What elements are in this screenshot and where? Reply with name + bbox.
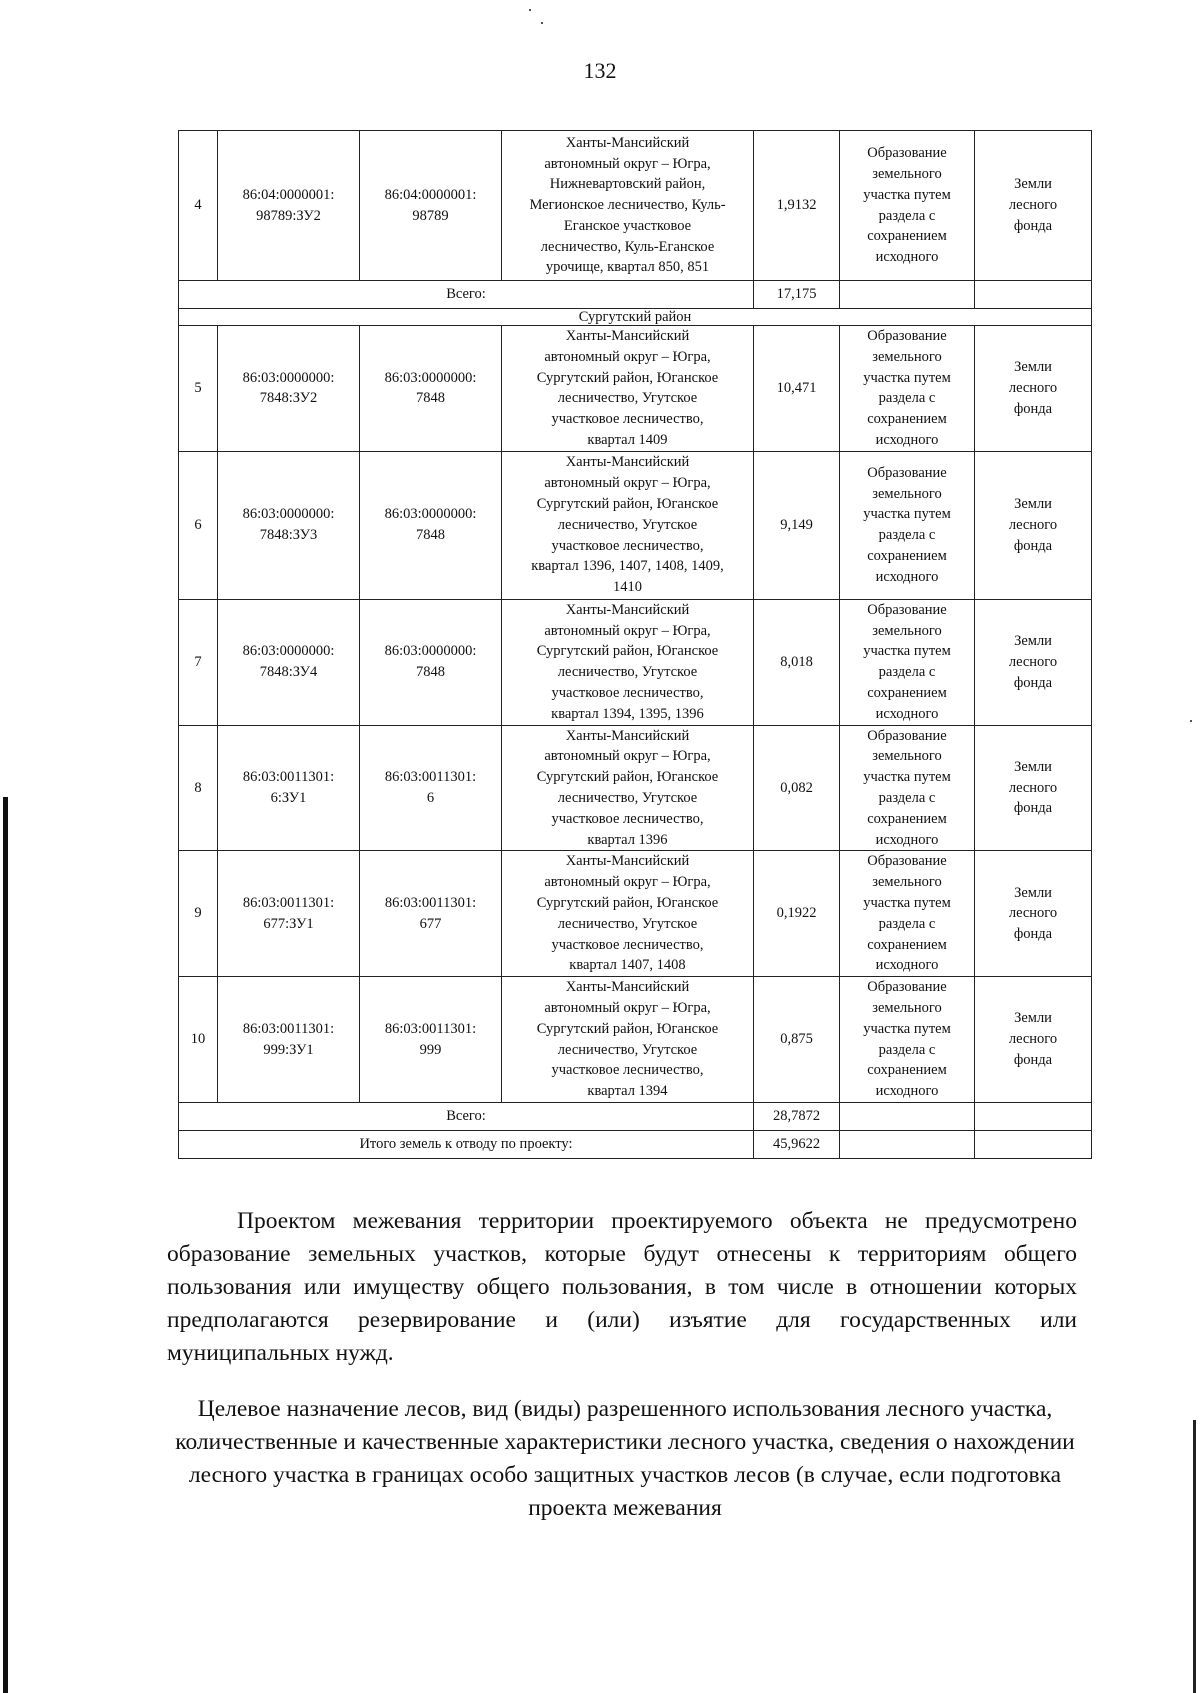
cadastral-source-cell bbox=[360, 977, 502, 1103]
subtotal-row bbox=[179, 281, 1092, 309]
location-cell bbox=[502, 451, 754, 599]
cadastral-new-cell bbox=[218, 725, 360, 851]
empty-cell bbox=[975, 281, 1092, 309]
empty-cell bbox=[840, 1130, 975, 1158]
row-number-cell bbox=[179, 326, 218, 452]
location-cell bbox=[502, 977, 754, 1103]
formation-method-text: Образование земельного участка путем раздела с сохранением исходного bbox=[863, 601, 951, 722]
land-category-cell bbox=[975, 851, 1092, 977]
row-number-cell bbox=[179, 451, 218, 599]
total-area: 28,7872 bbox=[754, 1102, 840, 1130]
area-text: 0,1922 bbox=[776, 905, 817, 922]
cadastral-source-cell bbox=[360, 725, 502, 851]
cadastral-new-text: 86:03:0011301: 999:ЗУ1 bbox=[242, 1020, 335, 1058]
land-category-text: Земли лесного фонда bbox=[1008, 176, 1058, 234]
empty-cell bbox=[840, 1102, 975, 1130]
paragraph-1 bbox=[167, 1205, 1077, 1370]
section-row bbox=[179, 309, 1092, 326]
cadastral-new-text: 86:03:0000000: 7848:ЗУ2 bbox=[242, 369, 335, 407]
location-text: Ханты-Мансийский автономный округ – Югра, Сургутский район, Юганское лесничество, Угутское участковое лесничество, квартал 1407, 1408 bbox=[536, 853, 719, 974]
total-area: 17,175 bbox=[754, 281, 840, 309]
formation-method-cell bbox=[840, 326, 975, 452]
location-cell bbox=[502, 131, 754, 281]
table-row bbox=[179, 725, 1092, 851]
formation-method-cell bbox=[840, 451, 975, 599]
area-cell bbox=[754, 725, 840, 851]
total-label: Всего: bbox=[179, 1102, 754, 1130]
paragraph-2: Целевое назначение лесов, вид (виды) разрешенного использования лесного участка, количественные и качественные характеристики лесного участка, сведения о нахождении лесного участка в границах особо защитных участков лесов (в случае, если подготовка проекта межевания bbox=[175, 1396, 1075, 1521]
land-category-text: Земли лесного фонда bbox=[1008, 1010, 1058, 1068]
area-cell bbox=[754, 326, 840, 452]
area-text: 10,471 bbox=[776, 379, 817, 396]
table-row bbox=[179, 977, 1092, 1103]
cadastral-new-cell bbox=[218, 131, 360, 281]
table-row bbox=[179, 451, 1092, 599]
row-number-cell bbox=[179, 851, 218, 977]
formation-method-cell bbox=[840, 851, 975, 977]
area-cell bbox=[754, 131, 840, 281]
cadastral-new-text: 86:04:0000001: 98789:ЗУ2 bbox=[242, 186, 335, 224]
page-number: 132 bbox=[583, 58, 617, 83]
area-text: 0,082 bbox=[780, 779, 813, 796]
land-category-cell bbox=[975, 977, 1092, 1103]
land-category-cell bbox=[975, 326, 1092, 452]
empty-cell bbox=[840, 281, 975, 309]
grand-total-row bbox=[179, 1130, 1092, 1158]
land-category-cell bbox=[975, 451, 1092, 599]
land-category-cell bbox=[975, 725, 1092, 851]
formation-method-cell bbox=[840, 599, 975, 725]
cadastral-source-cell bbox=[360, 599, 502, 725]
cadastral-source-text: 86:03:0000000: 7848 bbox=[384, 643, 477, 681]
land-category-text: Земли лесного фонда bbox=[1008, 758, 1058, 817]
scan-speck bbox=[1190, 720, 1192, 722]
area-cell bbox=[754, 851, 840, 977]
formation-method-text: Образование земельного участка путем раздела с сохранением исходного bbox=[863, 727, 951, 848]
location-cell bbox=[502, 326, 754, 452]
formation-method-text: Образование земельного участка путем раздела с сохранением исходного bbox=[863, 853, 951, 974]
cadastral-new-text: 86:03:0000000: 7848:ЗУ3 bbox=[242, 506, 335, 544]
location-text: Ханты-Мансийский автономный округ – Югра, Сургутский район, Юганское лесничество, Угутское участковое лесничество, квартал 1396, 1407, 1408, 1409, 1410 bbox=[531, 454, 724, 596]
cadastral-source-cell bbox=[360, 131, 502, 281]
cadastral-source-text: 86:03:0011301: 999 bbox=[384, 1020, 477, 1058]
land-category-text: Земли лесного фонда bbox=[1008, 632, 1058, 691]
cadastral-source-cell bbox=[360, 451, 502, 599]
paragraph-1-text: Проектом межевания территории проектируемого объекта не предусмотрено образование земельных участков, которые будут отнесены к территориям общего пользования или имуществу общего пользования, в том числе в отношении которых предполагаются резервирование и (или) изъятие для государственных или муниципальных нужд. bbox=[167, 1208, 1077, 1366]
formation-method-cell bbox=[840, 131, 975, 281]
area-text: 0,875 bbox=[780, 1031, 813, 1048]
row-number-cell bbox=[179, 725, 218, 851]
table-row bbox=[179, 851, 1092, 977]
area-cell bbox=[754, 451, 840, 599]
row-number-cell bbox=[179, 599, 218, 725]
table-body bbox=[179, 131, 1092, 1159]
cadastral-source-cell bbox=[360, 851, 502, 977]
location-text: Ханты-Мансийский автономный округ – Югра, Сургутский район, Юганское лесничество, Угутское участковое лесничество, квартал 1394 bbox=[536, 979, 719, 1100]
cadastral-source-text: 86:03:0000000: 7848 bbox=[384, 506, 477, 544]
cadastral-new-cell bbox=[218, 851, 360, 977]
formation-method-text: Образование земельного участка путем раздела с сохранением исходного bbox=[863, 145, 951, 266]
cadastral-source-text: 86:03:0000000: 7848 bbox=[384, 369, 477, 407]
formation-method-text: Образование земельного участка путем раздела с сохранением исходного bbox=[863, 979, 951, 1100]
location-text: Ханты-Мансийский автономный округ – Югра, Сургутский район, Юганское лесничество, Угутское участковое лесничество, квартал 1394, 1395, 1396 bbox=[536, 601, 719, 722]
cadastral-new-text: 86:03:0000000: 7848:ЗУ4 bbox=[242, 643, 335, 681]
land-plots-table bbox=[178, 130, 1092, 1159]
cadastral-source-cell bbox=[360, 326, 502, 452]
cadastral-new-text: 86:03:0011301: 677:ЗУ1 bbox=[242, 894, 335, 932]
section-label: Сургутский район bbox=[179, 309, 1092, 326]
location-text: Ханты-Мансийский автономный округ – Югра, Сургутский район, Юганское лесничество, Угутское участковое лесничество, квартал 1409 bbox=[536, 328, 719, 448]
row-number-text: 8 bbox=[194, 779, 202, 796]
location-text: Ханты-Мансийский автономный округ – Югра, Нижневартовский район, Мегионское лесничество, Куль- Еганское участковое лесничество, Куль-Еганское урочище, квартал 850, 851 bbox=[529, 134, 726, 276]
location-cell bbox=[502, 599, 754, 725]
row-number-text: 5 bbox=[194, 379, 202, 396]
cadastral-new-text: 86:03:0011301: 6:ЗУ1 bbox=[242, 769, 335, 806]
row-number-cell bbox=[179, 131, 218, 281]
cadastral-new-cell bbox=[218, 326, 360, 452]
table-row bbox=[179, 131, 1092, 281]
cadastral-new-cell bbox=[218, 451, 360, 599]
table-row bbox=[179, 326, 1092, 452]
total-area: 45,9622 bbox=[754, 1130, 840, 1158]
row-number-text: 4 bbox=[194, 197, 202, 214]
cadastral-source-text: 86:04:0000001: 98789 bbox=[384, 186, 477, 224]
cadastral-new-cell bbox=[218, 599, 360, 725]
row-number-text: 7 bbox=[194, 653, 202, 670]
cadastral-source-text: 86:03:0011301: 6 bbox=[384, 769, 477, 806]
cadastral-source-text: 86:03:0011301: 677 bbox=[384, 894, 477, 932]
area-cell bbox=[754, 977, 840, 1103]
row-number-text: 6 bbox=[194, 516, 202, 533]
empty-cell bbox=[975, 1130, 1092, 1158]
row-number-text: 9 bbox=[194, 905, 202, 922]
land-category-cell bbox=[975, 131, 1092, 281]
land-category-text: Земли лесного фонда bbox=[1008, 359, 1058, 417]
formation-method-cell bbox=[840, 977, 975, 1103]
total-label: Всего: bbox=[179, 281, 754, 309]
land-plots-table-wrap bbox=[178, 130, 1091, 1159]
scan-speck bbox=[529, 9, 531, 11]
scan-speck bbox=[541, 22, 543, 24]
subtotal-row bbox=[179, 1102, 1092, 1130]
formation-method-text: Образование земельного участка путем раздела с сохранением исходного bbox=[863, 328, 951, 448]
location-cell bbox=[502, 725, 754, 851]
cadastral-new-cell bbox=[218, 977, 360, 1103]
area-text: 8,018 bbox=[780, 653, 813, 670]
land-category-cell bbox=[975, 599, 1092, 725]
scan-edge-right bbox=[1193, 1420, 1196, 1693]
table-row bbox=[179, 599, 1092, 725]
land-category-text: Земли лесного фонда bbox=[1008, 884, 1058, 943]
location-cell bbox=[502, 851, 754, 977]
empty-cell bbox=[975, 1102, 1092, 1130]
location-text: Ханты-Мансийский автономный округ – Югра, Сургутский район, Юганское лесничество, Угутское участковое лесничество, квартал 1396 bbox=[536, 727, 719, 848]
formation-method-text: Образование земельного участка путем раздела с сохранением исходного bbox=[863, 464, 951, 585]
row-number-text: 10 bbox=[190, 1031, 206, 1048]
area-text: 1,9132 bbox=[776, 197, 817, 214]
total-label: Итого земель к отводу по проекту: bbox=[179, 1130, 754, 1158]
scan-edge-left bbox=[3, 797, 8, 1693]
land-category-text: Земли лесного фонда bbox=[1008, 496, 1058, 554]
area-text: 9,149 bbox=[780, 516, 813, 533]
area-cell bbox=[754, 599, 840, 725]
formation-method-cell bbox=[840, 725, 975, 851]
row-number-cell bbox=[179, 977, 218, 1103]
